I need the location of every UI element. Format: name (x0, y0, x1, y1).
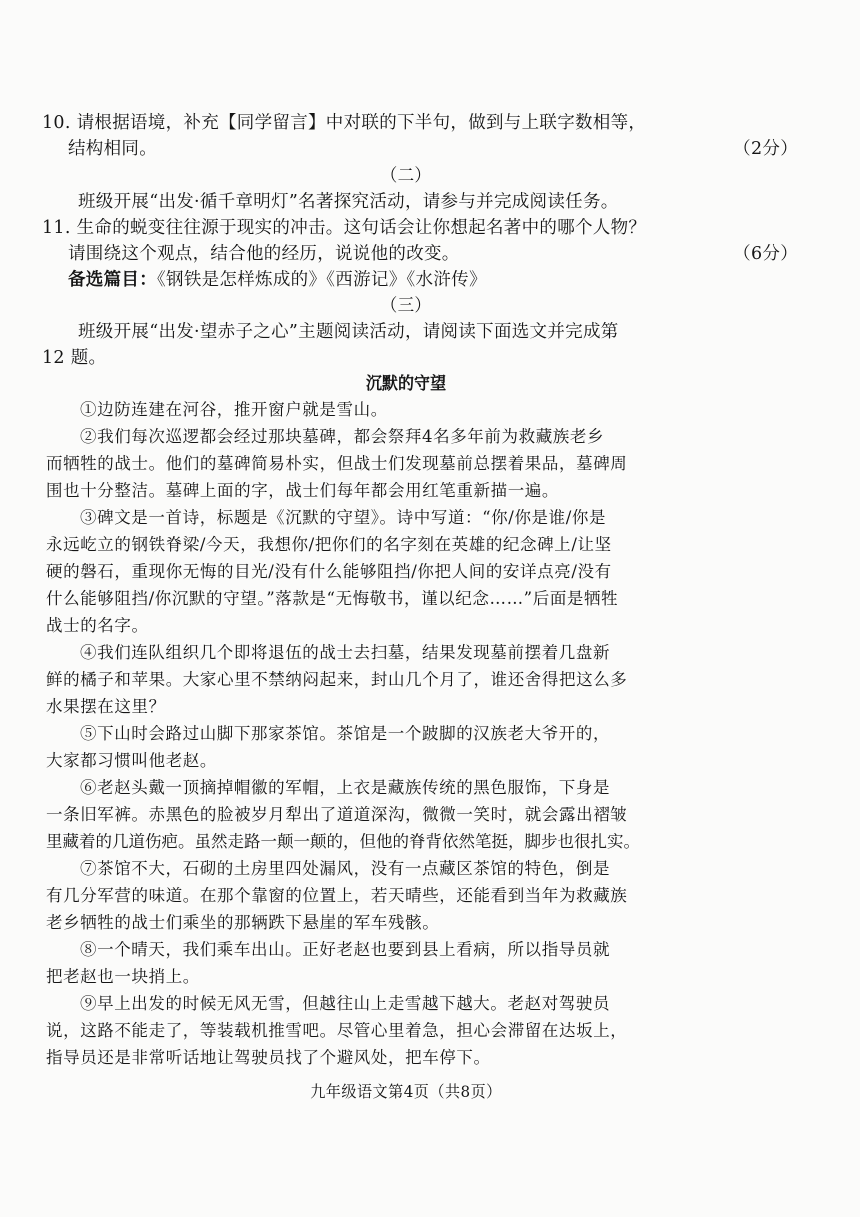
q11-line-1: 11. 生命的蜕变往往源于现实的冲击。这句话会让你想起名著中的哪个人物？ (42, 218, 647, 238)
article-line: 把老赵也一块捎上。 (46, 967, 200, 986)
article-line: ⑨早上出发的时候无风无雪，但越往山上走雪越下越大。老赵对驾驶员 (80, 994, 611, 1013)
q10-line-1: 10. 请根据语境，补充【同学留言】中对联的下半句，做到与上联字数相等， (42, 113, 647, 133)
q11-books (68, 268, 487, 292)
article-line: ④我们连队组织几个即将退伍的战士去扫墓，结果发现墓前摆着几盘新 (80, 643, 611, 662)
article-line: 里藏着的几道伤疤。虽然走路一颠一颠的，但他的脊背依然笔挺，脚步也很扎实。 (46, 832, 640, 851)
section-3-heading: （三） (380, 296, 432, 316)
article-line: ①边防连建在河谷，推开窗户就是雪山。 (80, 400, 388, 419)
section-3-intro-line-1: 班级开展“出发·望赤子之心”主题阅读活动，请阅读下面选文并完成第 (78, 322, 619, 342)
article-line: 水果摆在这里？ (46, 697, 166, 716)
section-2-intro: 班级开展“出发·循千章明灯”名著探究活动，请参与并完成阅读任务。 (78, 192, 619, 212)
article-line: 指导员还是非常听话地让驾驶员找了个避风处，把车停下。 (46, 1048, 491, 1067)
article-line: 说，这路不能走了，等装载机推雪吧。尽管心里着急，担心会滞留在达坂上， (46, 1021, 628, 1040)
article-line: ②我们每次巡逻都会经过那块墓碑，都会祭拜4名多年前为救藏族老乡 (80, 427, 605, 446)
article-line: 围也十分整洁。墓碑上面的字，战士们每年都会用红笔重新描一遍。 (46, 481, 559, 500)
article-line: 而牺牲的战士。他们的墓碑简易朴实，但战士们发现墓前总摆着果品，墓碑周 (46, 454, 628, 473)
article-line: ⑤下山时会路过山脚下那家茶馆。茶馆是一个跛脚的汉族老大爷开的， (80, 724, 611, 743)
article-line: 什么能够阻挡/你沉默的守望。”落款是“无悔敬书，谨以纪念……”后面是牺牲 (46, 589, 619, 608)
article-line: 一条旧军裤。赤黑色的脸被岁月犁出了道道深沟，微微一笑时，就会露出褶皱 (46, 805, 628, 824)
article-line: 鲜的橘子和苹果。大家心里不禁纳闷起来，封山几个月了，谁还舍得把这么多 (46, 670, 628, 689)
article-line: 大家都习惯叫他老赵。 (46, 751, 217, 770)
q11-score: （6分） (733, 244, 798, 264)
section-2-heading: （二） (380, 166, 432, 186)
article-line: 永远屹立的钢铁脊梁/今天，我想你/把你们的名字刻在英雄的纪念碑上/让坚 (46, 535, 612, 554)
article-line: 硬的磐石，重现你无悔的目光/没有什么能够阻挡/你把人间的安详点亮/没有 (46, 562, 612, 581)
article-line: ⑧一个晴天，我们乘车出山。正好老赵也要到县上看病，所以指导员就 (80, 940, 611, 959)
page-footer: 九年级语文第4页（共8页） (310, 1082, 502, 1101)
q11-books-label: 备选篇目： (68, 270, 157, 290)
section-3-intro-line-2: 12 题。 (42, 348, 107, 368)
article-line: 有几分军营的味道。在那个靠窗的位置上，若天晴些，还能看到当年为救藏族 (46, 886, 628, 905)
article-line: 战士的名字。 (46, 616, 149, 635)
article-line: ⑦茶馆不大，石砌的土房里四处漏风，没有一点藏区茶馆的特色，倒是 (80, 859, 611, 878)
article-line: ⑥老赵头戴一顶摘掉帽徽的军帽，上衣是藏族传统的黑色服饰，下身是 (80, 778, 611, 797)
article-title: 沉默的守望 (365, 374, 447, 394)
q10-line-2: 结构相同。 (68, 139, 157, 159)
article-line: 老乡牺牲的战士们乘坐的那辆跌下悬崖的军车残骸。 (46, 913, 440, 932)
q11-line-2: 请围绕这个观点，结合他的经历，说说他的改变。 (68, 244, 460, 264)
q11-books-list: 《钢铁是怎样炼成的》《西游记》《水浒传》 (157, 270, 487, 290)
article-line: ③碑文是一首诗，标题是《沉默的守望》。诗中写道：“你/你是谁/你是 (80, 508, 607, 527)
q10-score: （2分） (733, 139, 798, 159)
